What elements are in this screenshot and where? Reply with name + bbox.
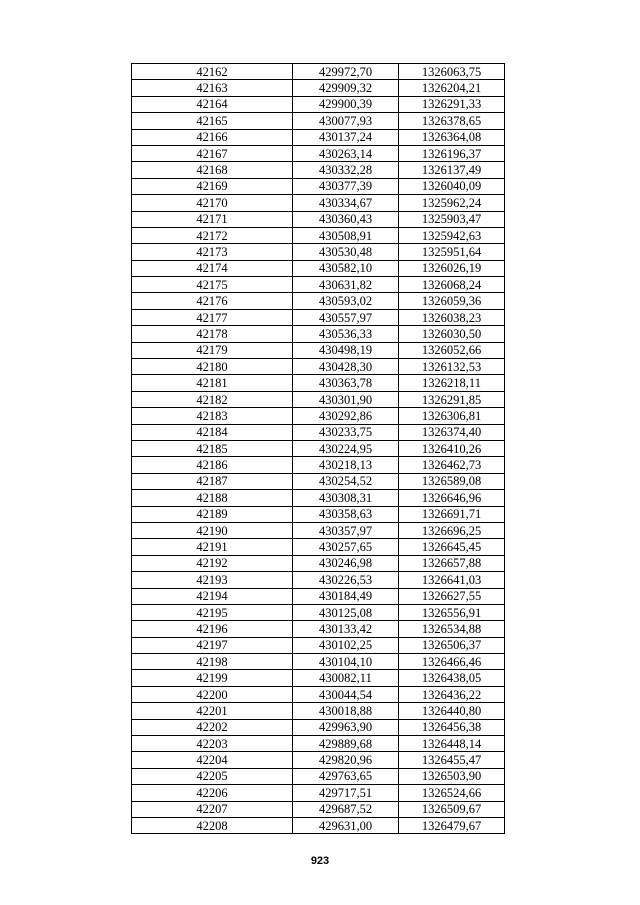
point-id-cell: 42196 bbox=[132, 621, 293, 637]
x-coordinate-cell: 430102,25 bbox=[293, 637, 399, 653]
table-row bbox=[132, 342, 505, 358]
table-row bbox=[132, 64, 505, 80]
point-id-cell: 42169 bbox=[132, 178, 293, 194]
point-id-cell: 42205 bbox=[132, 768, 293, 784]
point-id-cell: 42183 bbox=[132, 408, 293, 424]
y-coordinate-cell: 1326378,65 bbox=[399, 113, 505, 129]
table-row bbox=[132, 277, 505, 293]
point-id-cell: 42173 bbox=[132, 244, 293, 260]
table-row bbox=[132, 260, 505, 276]
table-row bbox=[132, 752, 505, 768]
x-coordinate-cell: 430536,33 bbox=[293, 326, 399, 342]
point-id-cell: 42179 bbox=[132, 342, 293, 358]
y-coordinate-cell: 1326503,90 bbox=[399, 768, 505, 784]
point-id-cell: 42184 bbox=[132, 424, 293, 440]
x-coordinate-cell: 430360,43 bbox=[293, 211, 399, 227]
point-id-cell: 42164 bbox=[132, 96, 293, 112]
point-id-cell: 42165 bbox=[132, 113, 293, 129]
table-row bbox=[132, 309, 505, 325]
point-id-cell: 42170 bbox=[132, 195, 293, 211]
coordinate-table bbox=[131, 63, 505, 834]
x-coordinate-cell: 430133,42 bbox=[293, 621, 399, 637]
x-coordinate-cell: 429972,70 bbox=[293, 64, 399, 80]
x-coordinate-cell: 430334,67 bbox=[293, 195, 399, 211]
point-id-cell: 42193 bbox=[132, 572, 293, 588]
table-row bbox=[132, 588, 505, 604]
point-id-cell: 42182 bbox=[132, 391, 293, 407]
point-id-cell: 42207 bbox=[132, 801, 293, 817]
x-coordinate-cell: 430254,52 bbox=[293, 473, 399, 489]
y-coordinate-cell: 1326466,46 bbox=[399, 654, 505, 670]
y-coordinate-cell: 1326063,75 bbox=[399, 64, 505, 80]
x-coordinate-cell: 429963,90 bbox=[293, 719, 399, 735]
y-coordinate-cell: 1326589,08 bbox=[399, 473, 505, 489]
point-id-cell: 42200 bbox=[132, 686, 293, 702]
point-id-cell: 42195 bbox=[132, 604, 293, 620]
y-coordinate-cell: 1326645,45 bbox=[399, 539, 505, 555]
y-coordinate-cell: 1326068,24 bbox=[399, 277, 505, 293]
x-coordinate-cell: 430184,49 bbox=[293, 588, 399, 604]
point-id-cell: 42197 bbox=[132, 637, 293, 653]
table-row bbox=[132, 719, 505, 735]
table-row bbox=[132, 490, 505, 506]
point-id-cell: 42208 bbox=[132, 817, 293, 833]
y-coordinate-cell: 1326218,11 bbox=[399, 375, 505, 391]
table-row bbox=[132, 768, 505, 784]
x-coordinate-cell: 430292,86 bbox=[293, 408, 399, 424]
x-coordinate-cell: 429717,51 bbox=[293, 785, 399, 801]
y-coordinate-cell: 1326040,09 bbox=[399, 178, 505, 194]
point-id-cell: 42168 bbox=[132, 162, 293, 178]
y-coordinate-cell: 1326440,80 bbox=[399, 703, 505, 719]
x-coordinate-cell: 430082,11 bbox=[293, 670, 399, 686]
x-coordinate-cell: 430530,48 bbox=[293, 244, 399, 260]
table-row bbox=[132, 703, 505, 719]
point-id-cell: 42192 bbox=[132, 555, 293, 571]
y-coordinate-cell: 1326691,71 bbox=[399, 506, 505, 522]
y-coordinate-cell: 1326657,88 bbox=[399, 555, 505, 571]
x-coordinate-cell: 429687,52 bbox=[293, 801, 399, 817]
table-row bbox=[132, 211, 505, 227]
table-row bbox=[132, 424, 505, 440]
point-id-cell: 42181 bbox=[132, 375, 293, 391]
y-coordinate-cell: 1326410,26 bbox=[399, 440, 505, 456]
y-coordinate-cell: 1326137,49 bbox=[399, 162, 505, 178]
y-coordinate-cell: 1326196,37 bbox=[399, 145, 505, 161]
x-coordinate-cell: 429900,39 bbox=[293, 96, 399, 112]
table-row bbox=[132, 326, 505, 342]
y-coordinate-cell: 1325942,63 bbox=[399, 227, 505, 243]
x-coordinate-cell: 429631,00 bbox=[293, 817, 399, 833]
point-id-cell: 42199 bbox=[132, 670, 293, 686]
y-coordinate-cell: 1326509,67 bbox=[399, 801, 505, 817]
table-row bbox=[132, 440, 505, 456]
x-coordinate-cell: 430104,10 bbox=[293, 654, 399, 670]
point-id-cell: 42188 bbox=[132, 490, 293, 506]
table-row bbox=[132, 604, 505, 620]
table-row bbox=[132, 80, 505, 96]
table-row bbox=[132, 391, 505, 407]
y-coordinate-cell: 1326479,67 bbox=[399, 817, 505, 833]
table-row bbox=[132, 539, 505, 555]
y-coordinate-cell: 1326506,37 bbox=[399, 637, 505, 653]
x-coordinate-cell: 430301,90 bbox=[293, 391, 399, 407]
point-id-cell: 42204 bbox=[132, 752, 293, 768]
point-id-cell: 42190 bbox=[132, 522, 293, 538]
y-coordinate-cell: 1326291,33 bbox=[399, 96, 505, 112]
y-coordinate-cell: 1326627,55 bbox=[399, 588, 505, 604]
x-coordinate-cell: 430137,24 bbox=[293, 129, 399, 145]
table-row bbox=[132, 113, 505, 129]
x-coordinate-cell: 430263,14 bbox=[293, 145, 399, 161]
x-coordinate-cell: 430593,02 bbox=[293, 293, 399, 309]
point-id-cell: 42180 bbox=[132, 359, 293, 375]
point-id-cell: 42171 bbox=[132, 211, 293, 227]
x-coordinate-cell: 430044,54 bbox=[293, 686, 399, 702]
y-coordinate-cell: 1326026,19 bbox=[399, 260, 505, 276]
y-coordinate-cell: 1326052,66 bbox=[399, 342, 505, 358]
point-id-cell: 42187 bbox=[132, 473, 293, 489]
point-id-cell: 42175 bbox=[132, 277, 293, 293]
table-row bbox=[132, 555, 505, 571]
x-coordinate-cell: 429763,65 bbox=[293, 768, 399, 784]
table-row bbox=[132, 654, 505, 670]
x-coordinate-cell: 430308,31 bbox=[293, 490, 399, 506]
y-coordinate-cell: 1326524,66 bbox=[399, 785, 505, 801]
table-row bbox=[132, 408, 505, 424]
table-row bbox=[132, 457, 505, 473]
point-id-cell: 42203 bbox=[132, 736, 293, 752]
table-row bbox=[132, 506, 505, 522]
y-coordinate-cell: 1326306,81 bbox=[399, 408, 505, 424]
point-id-cell: 42167 bbox=[132, 145, 293, 161]
page-number: 923 bbox=[310, 855, 330, 867]
y-coordinate-cell: 1326646,96 bbox=[399, 490, 505, 506]
x-coordinate-cell: 430508,91 bbox=[293, 227, 399, 243]
x-coordinate-cell: 430246,98 bbox=[293, 555, 399, 571]
x-coordinate-cell: 430582,10 bbox=[293, 260, 399, 276]
x-coordinate-cell: 430224,95 bbox=[293, 440, 399, 456]
table-row bbox=[132, 375, 505, 391]
y-coordinate-cell: 1326534,88 bbox=[399, 621, 505, 637]
point-id-cell: 42176 bbox=[132, 293, 293, 309]
x-coordinate-cell: 430363,78 bbox=[293, 375, 399, 391]
y-coordinate-cell: 1326556,91 bbox=[399, 604, 505, 620]
point-id-cell: 42201 bbox=[132, 703, 293, 719]
x-coordinate-cell: 430357,97 bbox=[293, 522, 399, 538]
y-coordinate-cell: 1326448,14 bbox=[399, 736, 505, 752]
x-coordinate-cell: 430332,28 bbox=[293, 162, 399, 178]
table-row bbox=[132, 572, 505, 588]
point-id-cell: 42191 bbox=[132, 539, 293, 555]
x-coordinate-cell: 430428,30 bbox=[293, 359, 399, 375]
table-row bbox=[132, 473, 505, 489]
y-coordinate-cell: 1326038,23 bbox=[399, 309, 505, 325]
point-id-cell: 42202 bbox=[132, 719, 293, 735]
table-row bbox=[132, 670, 505, 686]
point-id-cell: 42178 bbox=[132, 326, 293, 342]
table-row bbox=[132, 244, 505, 260]
table-row bbox=[132, 637, 505, 653]
table-row bbox=[132, 293, 505, 309]
y-coordinate-cell: 1326291,85 bbox=[399, 391, 505, 407]
table-row bbox=[132, 145, 505, 161]
x-coordinate-cell: 430077,93 bbox=[293, 113, 399, 129]
point-id-cell: 42189 bbox=[132, 506, 293, 522]
x-coordinate-cell: 430233,75 bbox=[293, 424, 399, 440]
point-id-cell: 42166 bbox=[132, 129, 293, 145]
x-coordinate-cell: 430631,82 bbox=[293, 277, 399, 293]
coordinate-table-body bbox=[132, 64, 505, 834]
point-id-cell: 42163 bbox=[132, 80, 293, 96]
x-coordinate-cell: 430557,97 bbox=[293, 309, 399, 325]
point-id-cell: 42172 bbox=[132, 227, 293, 243]
x-coordinate-cell: 430226,53 bbox=[293, 572, 399, 588]
table-row bbox=[132, 359, 505, 375]
x-coordinate-cell: 430377,39 bbox=[293, 178, 399, 194]
table-row bbox=[132, 162, 505, 178]
table-row bbox=[132, 522, 505, 538]
point-id-cell: 42194 bbox=[132, 588, 293, 604]
point-id-cell: 42185 bbox=[132, 440, 293, 456]
point-id-cell: 42177 bbox=[132, 309, 293, 325]
point-id-cell: 42198 bbox=[132, 654, 293, 670]
x-coordinate-cell: 430125,08 bbox=[293, 604, 399, 620]
y-coordinate-cell: 1325903,47 bbox=[399, 211, 505, 227]
table-row bbox=[132, 785, 505, 801]
y-coordinate-cell: 1326132,53 bbox=[399, 359, 505, 375]
y-coordinate-cell: 1326364,08 bbox=[399, 129, 505, 145]
y-coordinate-cell: 1326030,50 bbox=[399, 326, 505, 342]
point-id-cell: 42162 bbox=[132, 64, 293, 80]
y-coordinate-cell: 1325951,64 bbox=[399, 244, 505, 260]
table-row bbox=[132, 686, 505, 702]
y-coordinate-cell: 1326696,25 bbox=[399, 522, 505, 538]
x-coordinate-cell: 429889,68 bbox=[293, 736, 399, 752]
table-row bbox=[132, 621, 505, 637]
x-coordinate-cell: 430498,19 bbox=[293, 342, 399, 358]
y-coordinate-cell: 1326436,22 bbox=[399, 686, 505, 702]
y-coordinate-cell: 1326462,73 bbox=[399, 457, 505, 473]
y-coordinate-cell: 1326641,03 bbox=[399, 572, 505, 588]
y-coordinate-cell: 1326456,38 bbox=[399, 719, 505, 735]
point-id-cell: 42174 bbox=[132, 260, 293, 276]
table-row bbox=[132, 227, 505, 243]
x-coordinate-cell: 429909,32 bbox=[293, 80, 399, 96]
point-id-cell: 42186 bbox=[132, 457, 293, 473]
table-row bbox=[132, 178, 505, 194]
y-coordinate-cell: 1326059,36 bbox=[399, 293, 505, 309]
y-coordinate-cell: 1326204,21 bbox=[399, 80, 505, 96]
x-coordinate-cell: 430358,63 bbox=[293, 506, 399, 522]
table-row bbox=[132, 817, 505, 833]
y-coordinate-cell: 1326455,47 bbox=[399, 752, 505, 768]
table-row bbox=[132, 195, 505, 211]
table-row bbox=[132, 736, 505, 752]
y-coordinate-cell: 1326374,40 bbox=[399, 424, 505, 440]
x-coordinate-cell: 430257,65 bbox=[293, 539, 399, 555]
x-coordinate-cell: 430018,88 bbox=[293, 703, 399, 719]
table-row bbox=[132, 801, 505, 817]
x-coordinate-cell: 429820,96 bbox=[293, 752, 399, 768]
y-coordinate-cell: 1325962,24 bbox=[399, 195, 505, 211]
table-row bbox=[132, 129, 505, 145]
x-coordinate-cell: 430218,13 bbox=[293, 457, 399, 473]
point-id-cell: 42206 bbox=[132, 785, 293, 801]
table-row bbox=[132, 96, 505, 112]
y-coordinate-cell: 1326438,05 bbox=[399, 670, 505, 686]
